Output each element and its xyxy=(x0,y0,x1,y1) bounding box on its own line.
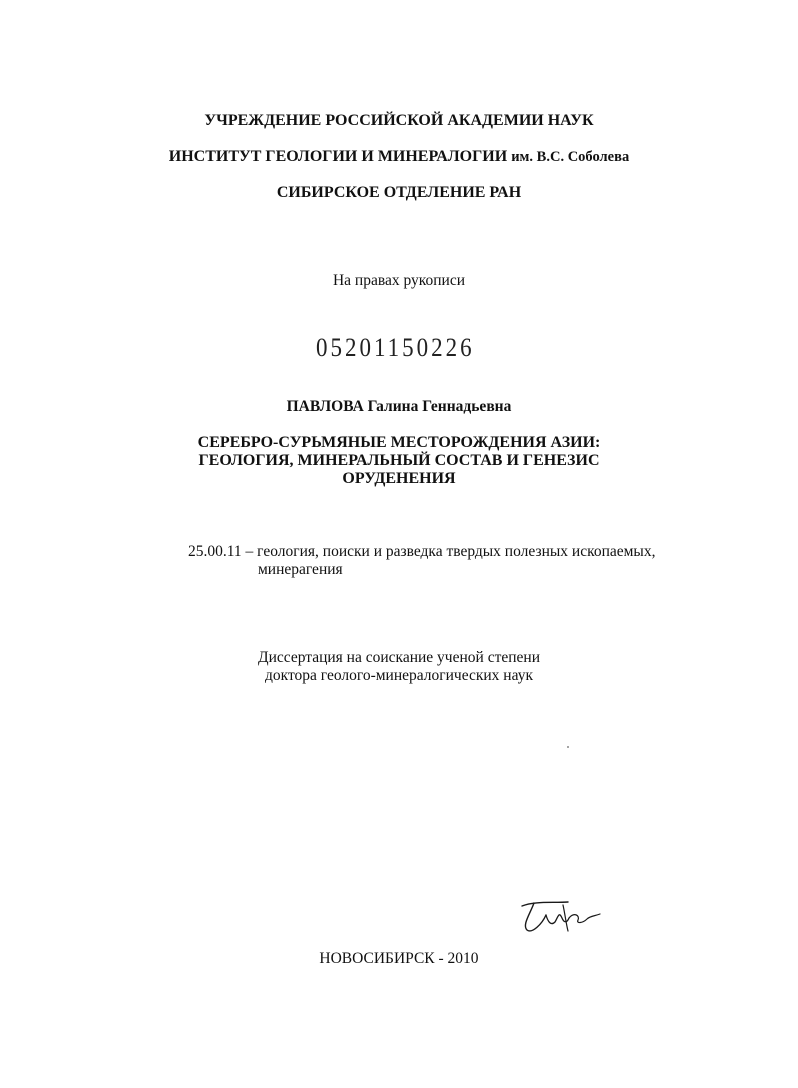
dissertation-title-line-2: ГЕОЛОГИЯ, МИНЕРАЛЬНЫЙ СОСТАВ И ГЕНЕЗИС xyxy=(198,452,600,469)
dissertation-title-line-3: ОРУДЕНЕНИЯ xyxy=(342,470,456,487)
manuscript-note: На правах рукописи xyxy=(332,272,466,289)
author-name xyxy=(0,398,798,416)
degree-line-2: доктора геолого-минералогических наук xyxy=(265,667,533,684)
dissertation-title-line-1: СЕРЕБРО-СУРЬМЯНЫЕ МЕСТОРОЖДЕНИЯ АЗИИ: xyxy=(197,434,601,451)
author-surname: ПАВЛОВА xyxy=(286,398,364,415)
catalog-number: 05201150226 xyxy=(316,333,475,362)
branch-line: СИБИРСКОЕ ОТДЕЛЕНИЕ РАН xyxy=(276,184,522,201)
institute-line xyxy=(0,148,798,166)
specialty-line-1: 25.00.11 – геология, поиски и разведка твердых полезных ископаемых, xyxy=(188,543,656,560)
city-year: НОВОСИБИРСК - 2010 xyxy=(319,950,479,967)
degree-line-1: Диссертация на соискание ученой степени xyxy=(258,649,540,666)
institute-name: ИНСТИТУТ ГЕОЛОГИИ И МИНЕРАЛОГИИ xyxy=(168,148,508,165)
scan-speck xyxy=(567,746,569,748)
organization-line: УЧРЕЖДЕНИЕ РОССИЙСКОЙ АКАДЕМИИ НАУК xyxy=(204,112,594,129)
specialty-line-2: минерагения xyxy=(258,561,343,578)
institute-honorific: им. В.С. Соболева xyxy=(511,149,630,165)
author-given-names: Галина Геннадьевна xyxy=(367,398,512,415)
handwritten-signature xyxy=(508,892,608,942)
